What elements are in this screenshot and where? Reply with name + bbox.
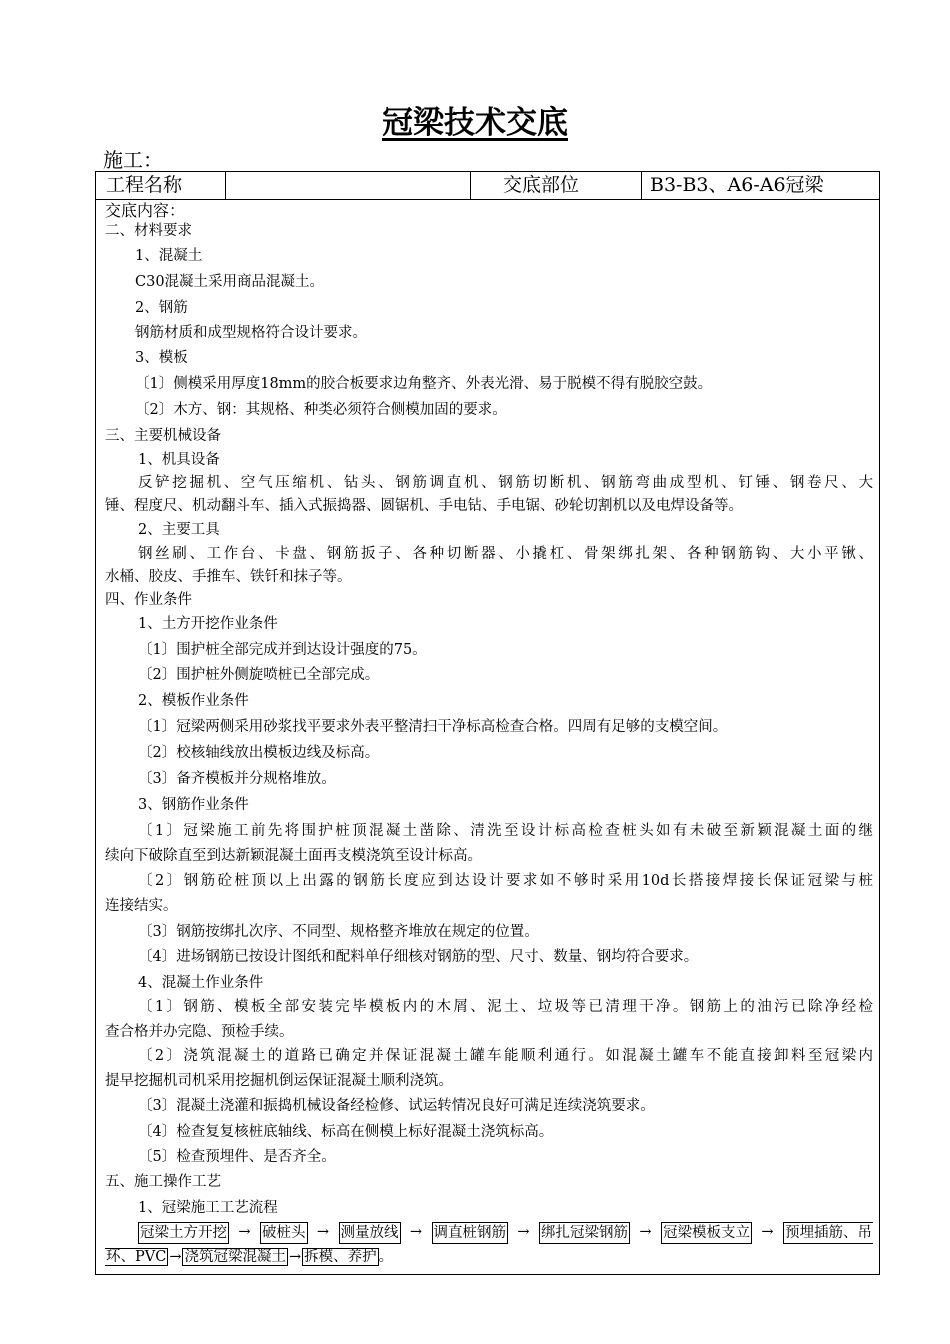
process-flow-line-2 — [105, 1247, 393, 1267]
section-heading: 二、材料要求 — [105, 223, 192, 239]
list-item: 〔3〕混凝土浇灌和振捣机械设备经检修、试运转情况良好可满足连续浇筑要求。 — [138, 1098, 655, 1114]
list-item: 〔5〕检查预埋件、是否齐全。 — [138, 1149, 336, 1165]
flow-step: 调直桩钢筋 — [432, 1222, 509, 1244]
subsection-heading: 3、钢筋作业条件 — [138, 797, 249, 813]
list-item: 〔2〕浇筑混凝土的道路已确定并保证混凝土罐车能顺利通行。如混凝土罐车不能直接卸料至冠梁内 — [138, 1048, 873, 1064]
arrow-icon: → — [517, 1224, 530, 1240]
arrow-icon: → — [761, 1224, 774, 1240]
paragraph: C30混凝土采用商品混凝土。 — [135, 274, 325, 290]
section-heading: 五、施工操作工艺 — [105, 1174, 221, 1190]
flow-step: 测量放线 — [339, 1222, 401, 1244]
subsection-heading: 2、钢筋 — [135, 300, 188, 316]
subsection-heading: 2、模板作业条件 — [138, 693, 249, 709]
arrow-icon: → — [169, 1249, 182, 1265]
arrow-icon: → — [238, 1224, 251, 1240]
flow-step: 拆模、养护 — [304, 1249, 377, 1265]
paragraph: 反铲挖掘机、空气压缩机、钻头、钢筋调直机、钢筋切断机、钢筋弯曲成型机、钉锤、钢卷尺、大 — [138, 475, 873, 491]
list-item: 〔3〕备齐模板并分规格堆放。 — [138, 771, 336, 787]
construction-label: 施工： — [103, 148, 163, 172]
flow-step: 浇筑冠梁混凝土 — [184, 1249, 286, 1265]
list-item: 〔1〕围护桩全部完成并到达设计强度的75。 — [138, 642, 427, 658]
list-item: 〔2〕围护桩外侧旋喷桩已全部完成。 — [138, 667, 380, 683]
list-item: 〔4〕进场钢筋已按设计图纸和配料单仔细核对钢筋的型、尺寸、数量、钢均符合要求。 — [138, 949, 699, 965]
arrow-icon: → — [316, 1224, 330, 1240]
subsection-heading: 1、混凝土 — [135, 248, 203, 264]
flow-step: 预埋插筋、吊 — [783, 1222, 873, 1244]
flow-step-continued: 环、PVC — [106, 1249, 167, 1265]
paragraph: 水桶、胶皮、手推车、铁钎和抹子等。 — [105, 569, 352, 585]
section-heading: 三、主要机械设备 — [105, 428, 221, 444]
list-item: 〔1〕冠梁施工前先将围护桩顶混凝土凿除、清洗至设计标高检查桩头如有未破至新颖混凝土面的继 — [138, 823, 873, 839]
column-divider — [225, 172, 226, 199]
column-divider — [641, 172, 642, 199]
flow-end-mark: 。 — [378, 1249, 394, 1265]
list-item-continued: 提早挖掘机司机采用挖掘机倒运保证混凝土顺利浇筑。 — [105, 1073, 453, 1089]
flow-step: 冠梁土方开挖 — [138, 1222, 229, 1244]
column-divider — [470, 172, 471, 199]
location-label: 交底部位 — [503, 174, 580, 196]
subsection-heading: 1、机具设备 — [138, 452, 220, 468]
list-item: 〔2〕校核轴线放出模板边线及标高。 — [138, 745, 380, 761]
flow-step: 冠梁模板支立 — [661, 1222, 752, 1244]
project-name-label: 工程名称 — [106, 174, 183, 196]
arrow-icon: → — [409, 1224, 423, 1240]
subsection-heading: 1、冠梁施工工艺流程 — [138, 1200, 278, 1216]
list-item: 〔2〕木方、钢：其规格、种类必须符合侧模加固的要求。 — [135, 402, 507, 418]
list-item: 〔2〕钢筋砼桩顶以上出露的钢筋长度应到达设计要求如不够时采用10d长搭接焊接长保证冠梁与桩 — [138, 873, 873, 889]
flow-step: 破桩头 — [260, 1222, 308, 1244]
document-title: 冠梁技术交底 — [382, 105, 568, 141]
paragraph: 钢丝刷、工作台、卡盘、钢筋扳子、各种切断器、小撬杠、骨架绑扎架、各种钢筋钩、大小平锹、 — [138, 546, 873, 562]
flow-step: 绑扎冠梁钢筋 — [539, 1222, 630, 1244]
subsection-heading: 2、主要工具 — [138, 522, 220, 538]
list-item: 〔4〕检查复复核桩底轴线、标高在侧模上标好混凝土浇筑标高。 — [138, 1124, 554, 1140]
location-value: B3-B3、A6-A6冠梁 — [650, 174, 824, 196]
paragraph: 钢筋材质和成型规格符合设计要求。 — [135, 325, 367, 341]
process-flow-line-1 — [138, 1222, 873, 1244]
paragraph: 锤、程度尺、机动翻斗车、插入式振捣器、圆锯机、手电钻、手电锯、砂轮切割机以及电焊设备等。 — [105, 498, 743, 514]
arrow-icon: → — [288, 1249, 302, 1265]
disclosure-table — [95, 171, 880, 1275]
content-intro: 交底内容： — [105, 201, 186, 220]
list-item: 〔1〕冠梁两侧采用砂浆找平要求外表平整清扫干净标高检查合格。四周有足够的支模空间。 — [138, 719, 728, 735]
subsection-heading: 4、混凝土作业条件 — [138, 975, 264, 991]
table-header-row — [96, 172, 879, 200]
list-item: 〔3〕钢筋按绑扎次序、不同型、规格整齐堆放在规定的位置。 — [138, 924, 539, 940]
section-heading: 四、作业条件 — [105, 592, 192, 608]
list-item-continued: 续向下破除直至到达新颖混凝土面再支模浇筑至设计标高。 — [105, 848, 482, 864]
list-item-continued: 查合格并办完隐、预检手续。 — [105, 1024, 294, 1040]
subsection-heading: 3、模板 — [135, 350, 188, 366]
arrow-icon: → — [639, 1224, 652, 1240]
subsection-heading: 1、土方开挖作业条件 — [138, 616, 278, 632]
list-item: 〔1〕钢筋、模板全部安装完毕模板内的木屑、泥土、垃圾等已清理干净。钢筋上的油污已除净经检 — [138, 999, 873, 1015]
list-item-continued: 连接结实。 — [105, 898, 178, 914]
list-item: 〔1〕侧模采用厚度18mm的胶合板要求边角整齐、外表光滑、易于脱模不得有脱胶空鼓。 — [135, 376, 713, 392]
